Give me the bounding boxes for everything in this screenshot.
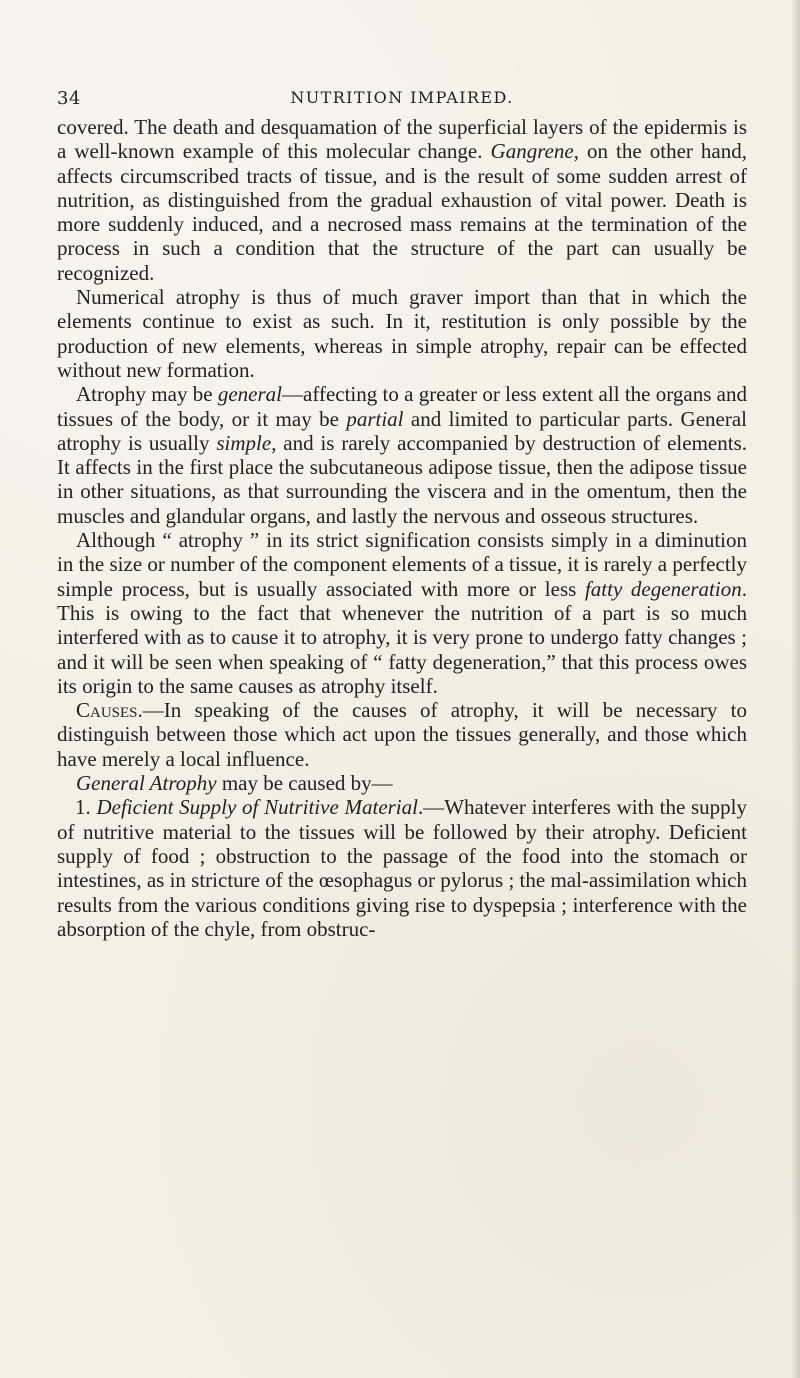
paragraph-numerical-atrophy: Numerical atrophy is thus of much graver import than that in which the elements continue to exist as such. In it, restitution is only possible by the production of new elements, whereas in simple atrophy, repair can be effected without new formation. — [57, 285, 747, 382]
paragraph-gangrene: covered. The death and desquamation of the superficial layers of the epidermis is a well-known example of this molecular change. Gangrene, on the other hand, affects circumscribed tracts of tissue, and is the result of some sudden arrest of nutrition, as distinguished from the gradual exhaustion of vital power. Death is more suddenly induced, and a necrosed mass remains at the termination of the process in such a condition that the structure of the part can usually be recognized. — [57, 115, 748, 285]
body-text — [57, 115, 747, 941]
paragraph-general-atrophy-heading: General Atrophy may be caused by— — [76, 771, 393, 796]
paragraph-fatty-degeneration: Although “ atrophy ” in its strict signification consists simply in a diminution in the size or number of the component elements of a tissue, it is rarely a perfectly simple process, but is usually associated with more or less fatty degeneration. This is owing to the fact that whenever the nutrition of a part is so much interfered with as to cause it to atrophy, it is very prone to undergo fatty changes ; and it will be seen when speaking of “ fatty degeneration,” that this process owes its origin to the same causes as atrophy itself. — [57, 528, 747, 698]
page-number: 34 — [57, 88, 81, 109]
running-head: NUTRITION IMPAIRED. — [290, 88, 514, 107]
paragraph-causes: Causes.—In speaking of the causes of atrophy, it will be necessary to distinguish between those which act upon the tissues generally, and those which have merely a local influence. — [57, 698, 747, 771]
paragraph-general-partial-atrophy: Atrophy may be general—affecting to a greater or less extent all the organs and tissues of the body, or it may be partial and limited to particular parts. General atrophy is usually simple, and is rarely accompanied by destruction of elements. It affects in the first place the subcutaneous adipose tissue, then the adipose tissue in other situations, as that surrounding the viscera and in the omentum, then the muscles and glandular organs, and lastly the nervous and osseous structures. — [57, 382, 747, 528]
page-header — [57, 88, 747, 114]
page-edge-shadow — [792, 0, 800, 1378]
paragraph-deficient-supply: 1. Deficient Supply of Nutritive Material.—Whatever interferes with the supply of nutritive material to the tissues will be followed by their atrophy. Deficient supply of food ; obstruction to the passage of the food into the stomach or intestines, as in stricture of the œsophagus or pylorus ; the mal-assimilation which results from the various conditions giving rise to dyspepsia ; interference with the absorption of the chyle, from obstruc- — [57, 795, 748, 941]
